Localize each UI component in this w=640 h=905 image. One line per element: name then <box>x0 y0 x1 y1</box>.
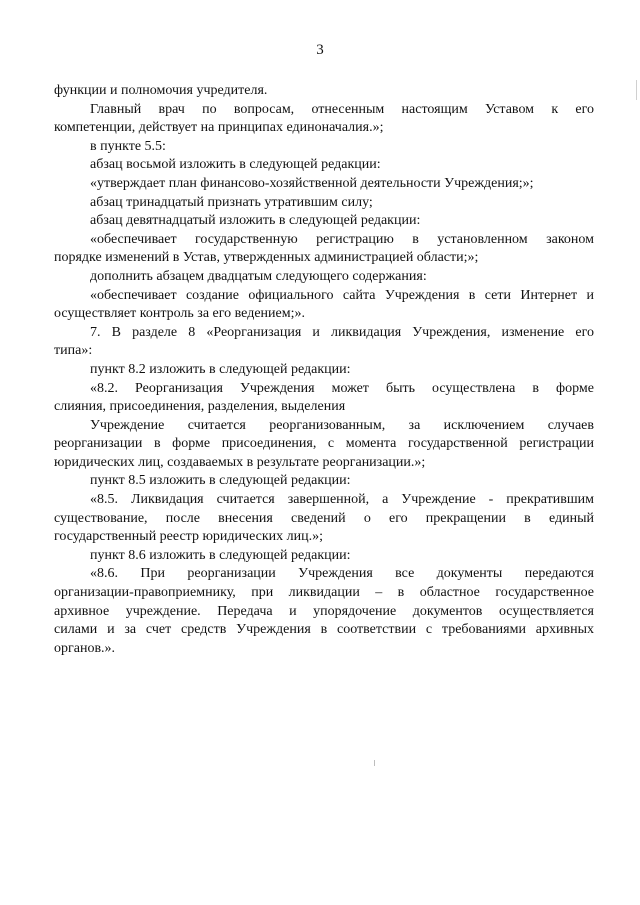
text-line: пункт 8.6 изложить в следующей редакции: <box>90 547 351 563</box>
text-line: «обеспечивает государственную регистрацию в установленном законом <box>90 231 594 247</box>
text-line: порядке изменений в Устав, утвержденных администрацией области;»; <box>54 250 479 266</box>
text-line: абзац восьмой изложить в следующей редакции: <box>90 157 381 173</box>
text-line: юридических лиц, создаваемых в результате реорганизации.»; <box>54 454 426 470</box>
text-line: государственный реестр юридических лиц.»; <box>54 529 324 545</box>
text-line: слияния, присоединения, разделения, выделения <box>54 399 346 415</box>
text-line: реорганизации в форме присоединения, с момента государственной регистрации <box>54 436 594 452</box>
text-line: «8.5. Ликвидация считается завершенной, а Учреждение - прекратившим <box>90 492 594 508</box>
text-line: абзац девятнадцатый изложить в следующей редакции: <box>90 213 421 229</box>
text-line: силами и за счет средств Учреждения в соответствии с требованиями архивных <box>54 622 594 638</box>
text-line: в пункте 5.5: <box>90 138 166 154</box>
scan-artifact-edge <box>636 80 637 100</box>
text-line: Главный врач по вопросам, отнесенным настоящим Уставом к его <box>90 101 594 117</box>
text-line: «8.2. Реорганизация Учреждения может быть осуществлена в форме <box>90 380 594 396</box>
scan-artifact-mark <box>374 760 375 766</box>
text-line: абзац тринадцатый признать утратившим силу; <box>90 194 373 210</box>
text-line: «8.6. При реорганизации Учреждения все документы передаются <box>90 566 594 582</box>
text-line: осуществляет контроль за его ведением;». <box>54 306 305 322</box>
text-line: «утверждает план финансово-хозяйственной деятельности Учреждения;»; <box>90 175 534 191</box>
text-line: «обеспечивает создание официального сайта Учреждения в сети Интернет и <box>90 287 594 303</box>
text-line: органов.». <box>54 640 116 656</box>
text-line: дополнить абзацем двадцатым следующего содержания: <box>90 268 427 284</box>
text-line: компетенции, действует на принципах единоначалия.»; <box>54 120 384 136</box>
document-body <box>54 82 594 658</box>
text-line: существование, после внесения сведений о его прекращении в единый <box>54 510 594 526</box>
text-line: архивное учреждение. Передача и упорядочение документов осуществляется <box>54 603 594 619</box>
page-number: 3 <box>316 42 324 58</box>
text-line: функции и полномочия учредителя. <box>54 83 268 98</box>
text-line: пункт 8.5 изложить в следующей редакции: <box>90 473 351 489</box>
text-line: типа»: <box>54 343 93 359</box>
text-line: организации-правоприемнику, при ликвидации – в областное государственное <box>54 585 594 601</box>
text-line: пункт 8.2 изложить в следующей редакции: <box>90 361 351 377</box>
text-line: 7. В разделе 8 «Реорганизация и ликвидация Учреждения, изменение его <box>90 324 594 340</box>
text-line: Учреждение считается реорганизованным, за исключением случаев <box>90 417 594 433</box>
